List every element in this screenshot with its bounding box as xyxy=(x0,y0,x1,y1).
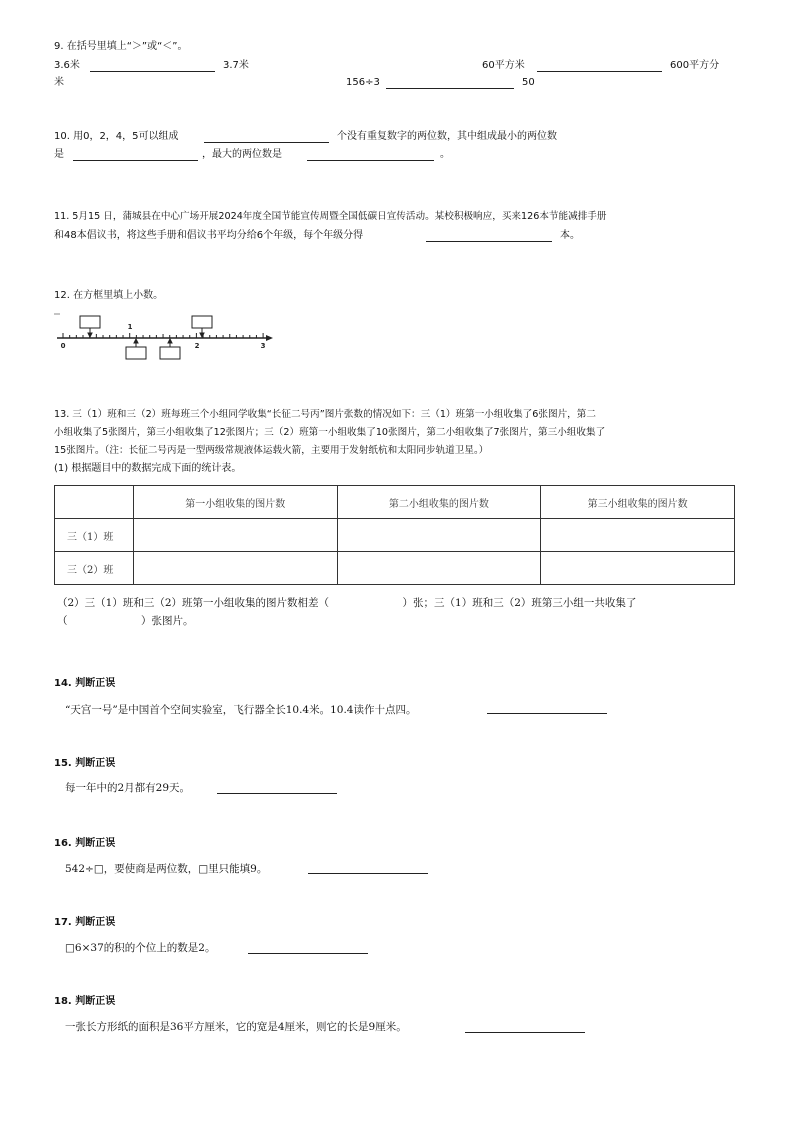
q9-b-right: 600平方分 xyxy=(670,60,720,71)
tick-label-3: 3 xyxy=(260,342,266,350)
table-header-group1: 第一小组收集的图片数 xyxy=(133,486,337,519)
q14-title: 14. 判断正误 xyxy=(54,678,116,689)
table-row xyxy=(55,552,735,585)
cell-class1-group1[interactable] xyxy=(133,519,337,552)
q18-title: 18. 判断正误 xyxy=(54,996,116,1007)
tick-label-1: 1 xyxy=(127,323,133,331)
tick-label-0: 0 xyxy=(60,342,66,350)
q9-b-left: 60平方米 xyxy=(482,60,525,71)
table-header-row xyxy=(55,486,735,519)
q10-line2c: 。 xyxy=(440,149,450,160)
q17-title: 17. 判断正误 xyxy=(54,917,116,928)
q9-c-right: 50 xyxy=(522,77,535,88)
cell-class2-group1[interactable] xyxy=(133,552,337,585)
q13-part2a: （2）三（1）班和三（2）班第一小组收集的图片数相差（ ）张；三（1）班和三（2）班第三小组一共收集了 xyxy=(57,597,637,609)
table-header-corner xyxy=(55,486,134,519)
q15-answer-blank[interactable] xyxy=(217,793,337,794)
q9-a-right: 3.7米 xyxy=(223,60,249,71)
q12-title: 12. 在方框里填上小数。 xyxy=(54,290,164,301)
q10-line1a: 10. 用0，2，4，5可以组成 xyxy=(54,131,179,142)
q10-line2a: 是 xyxy=(54,149,64,160)
answer-box-1[interactable] xyxy=(80,316,100,328)
cell-class1-group2[interactable] xyxy=(337,519,541,552)
q11-line2b: 本。 xyxy=(560,230,580,241)
q9-b-wrap: 米 xyxy=(54,77,64,88)
q18-answer-blank[interactable] xyxy=(465,1032,585,1033)
row-label-class2: 三（2）班 xyxy=(55,552,134,585)
q11-line2a: 和48本倡议书，将这些手册和倡议书平均分给6个年级，每个年级分得 xyxy=(54,230,364,241)
q13-part1: (1) 根据题目中的数据完成下面的统计表。 xyxy=(54,463,242,474)
q13-line1: 13. 三（1）班和三（2）班每班三个小组同学收集“长征二号丙”图片张数的情况如下：三（1）班第一小组收集了6张图片，第二 xyxy=(54,409,596,420)
answer-box-4[interactable] xyxy=(160,347,180,359)
stats-table xyxy=(54,485,735,585)
answer-box-2[interactable] xyxy=(192,316,212,328)
q13-line3: 15张图片。（注：长征二号丙是一型两级常规液体运载火箭，主要用于发射纸杭和太阳同步轨道卫星。） xyxy=(54,445,489,456)
cell-class2-group2[interactable] xyxy=(337,552,541,585)
table-header-group3: 第三小组收集的图片数 xyxy=(541,486,735,519)
q16-answer-blank[interactable] xyxy=(308,873,428,874)
q11-line1: 11. 5月15 日，蒲城县在中心广场开展2024年度全国节能宣传周暨全国低碳日宣传活动。某校积极响应，买来126本节能减排手册 xyxy=(54,211,607,222)
q15-text: 每一年中的2月都有29天。 xyxy=(65,782,191,794)
answer-box-3[interactable] xyxy=(126,347,146,359)
tick-label-2: 2 xyxy=(194,342,200,350)
row-label-class1: 三（1）班 xyxy=(55,519,134,552)
q17-answer-blank[interactable] xyxy=(248,953,368,954)
q13-part2b: （ ）张图片。 xyxy=(57,615,194,627)
table-row xyxy=(55,519,735,552)
q16-text: 542÷□，要使商是两位数，□里只能填9。 xyxy=(65,863,268,875)
q10-line1b: 个没有重复数字的两位数，其中组成最小的两位数 xyxy=(337,131,557,142)
q16-title: 16. 判断正误 xyxy=(54,838,116,849)
number-line xyxy=(0,0,794,370)
q10-line2b: ，最大的两位数是 xyxy=(202,149,282,160)
q15-title: 15. 判断正误 xyxy=(54,758,116,769)
table-header-group2: 第二小组收集的图片数 xyxy=(337,486,541,519)
q14-answer-blank[interactable] xyxy=(487,713,607,714)
cell-class2-group3[interactable] xyxy=(541,552,735,585)
q17-text: □6×37的积的个位上的数是2。 xyxy=(65,942,216,954)
q9-title: 9. 在括号里填上“＞”或“＜”。 xyxy=(54,41,188,52)
q18-text: 一张长方形纸的面积是36平方厘米，它的宽是4厘米，则它的长是9厘米。 xyxy=(65,1021,407,1033)
cell-class1-group3[interactable] xyxy=(541,519,735,552)
q9-a-left: 3.6米 xyxy=(54,60,80,71)
q13-line2: 小组收集了5张图片，第三小组收集了12张图片；三（2）班第一小组收集了10张图片，第二小组收集了7张图片，第三小组收集了 xyxy=(54,427,606,438)
q14-text: “天宫一号”是中国首个空间实验室，飞行器全长10.4米。10.4读作十点四。 xyxy=(65,704,417,716)
q9-c-left: 156÷3 xyxy=(346,77,380,88)
